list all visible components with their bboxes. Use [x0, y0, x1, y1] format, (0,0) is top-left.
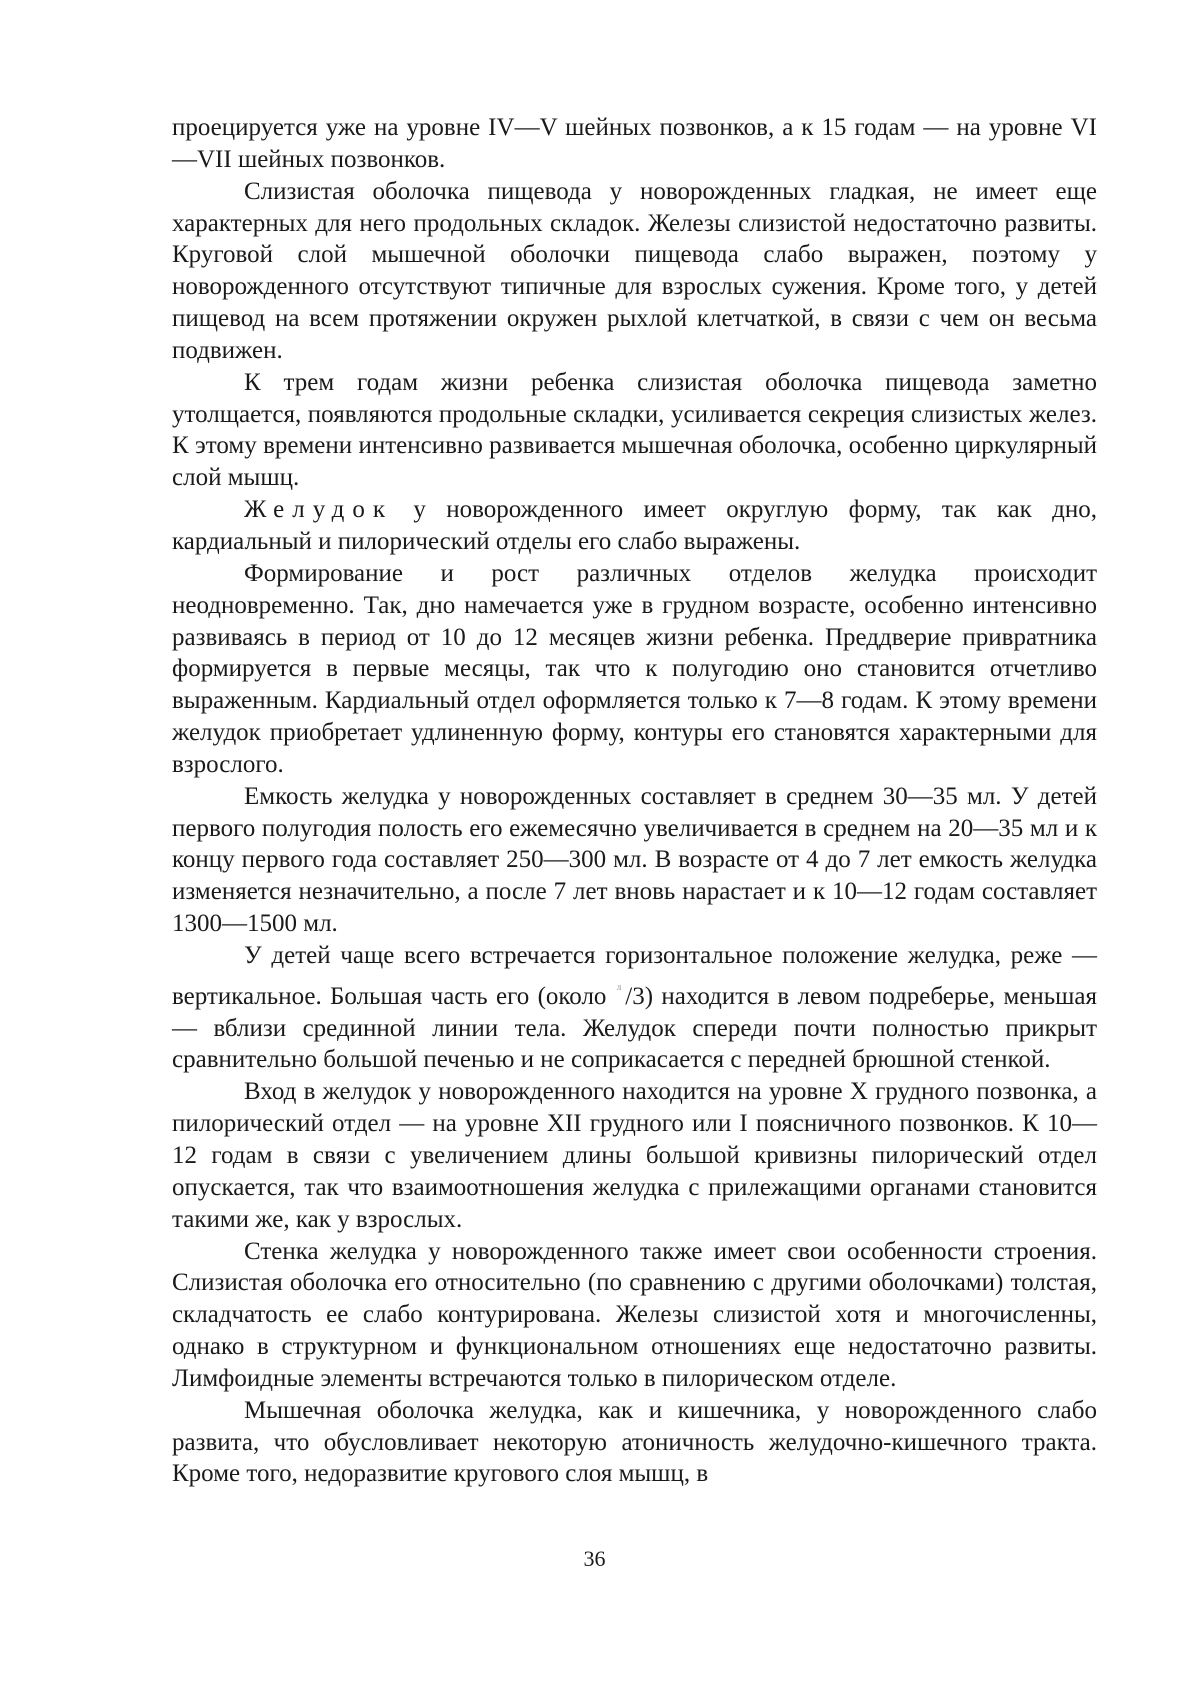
paragraph-text: у новорожденного имеет округлую форму, так как дно, кардиальный и пилорический отделы его слабо выражены.	[172, 496, 1098, 555]
paragraph: Слизистая оболочка пищевода у новорожденных гладкая, не имеет еще характерных для него продольных складок. Железы слизистой недостаточно развиты. Круговой слой мышечной оболочки пищевода слабо выражен, поэтому у новорожденного отсутствуют типичные для взрослых сужения. Кроме того, у детей пищевод на всем протяжении окружен рыхлой клетчаткой, в связи с чем он весьма подвижен.	[172, 177, 1097, 364]
paragraph-text: У детей чаще всего встречается горизонтальное положение желудка, реже — вертикальное. Большая часть его (около	[172, 941, 1097, 1010]
body-text	[172, 112, 1097, 1490]
paragraph-position	[172, 940, 1097, 1076]
paragraph: Формирование и рост различных отделов желудка происходит неодновременно. Так, дно намечается уже в грудном возрасте, особенно интенсивно развиваясь в период от 10 до 12 месяцев жизни ребенка. Преддверие привратника формируется в первые месяцы, так что к полугодию оно становится отчетливо выраженным. Кардиальный отдел оформляется только к 7—8 годам. К этому времени желудок приобретает удлиненную форму, контуры его становятся характерными для взрослого.	[172, 559, 1097, 778]
paragraph: Емкость желудка у новорожденных составляет в среднем 30—35 мл. У детей первого полугодия полость его ежемесячно увеличивается в среднем на 20—35 мл и к концу первого года составляет 250—300 мл. В возрасте от 4 до 7 лет емкость желудка изменяется незначительно, а после 7 лет вновь нарастает и к 10—12 годам составляет 1300—1500 мл.	[172, 782, 1097, 938]
paragraph: Мышечная оболочка желудка, как и кишечника, у новорожденного слабо развита, что обусловливает некоторую атоничность желудочно-кишечного тракта. Кроме того, недоразвитие кругового слоя мышц, в	[172, 1396, 1097, 1488]
spaced-term: Желудок	[244, 496, 393, 524]
paragraph-text: /3) находится в левом подреберье, меньшая — вблизи срединной линии тела. Желудок спереди почти полностью прикрыт сравнительно большой печенью и не соприкасается с передней брюшной стенкой.	[172, 982, 1097, 1074]
paragraph: К трем годам жизни ребенка слизистая оболочка пищевода заметно утолщается, появляются продольные складки, усиливается секреция слизистых желез. К этому времени интенсивно развивается мышечная оболочка, особенно циркулярный слой мышц.	[172, 368, 1097, 492]
paragraph: Вход в желудок у новорожденного находится на уровне X грудного позвонка, а пилорический отдел — на уровне XII грудного или I поясничного позвонков. К 10—12 годам в связи с увеличением длины большой кривизны пилорический отдел опускается, так что взаимоотношения желудка с прилежащими органами становится такими же, как у взрослых.	[172, 1078, 1097, 1233]
paragraph-stomach	[172, 494, 1097, 558]
page-number: 36	[583, 1546, 606, 1571]
paragraph: Стенка желудка у новорожденного также имеет свои особенности строения. Слизистая оболочка его относительно (по сравнению с другими оболочками) толстая, складчатость ее слабо контурирована. Железы слизистой хотя и многочисленны, однако в структурном и функциональном отношениях еще недостаточно развиты. Лимфоидные элементы встречаются только в пилорическом отделе.	[172, 1237, 1097, 1392]
superscript-mark: л	[616, 981, 622, 992]
paragraph: проецируется уже на уровне IV—V шейных позвонков, а к 15 годам — на уровне VI—VII шейных позвонков.	[172, 114, 1097, 173]
